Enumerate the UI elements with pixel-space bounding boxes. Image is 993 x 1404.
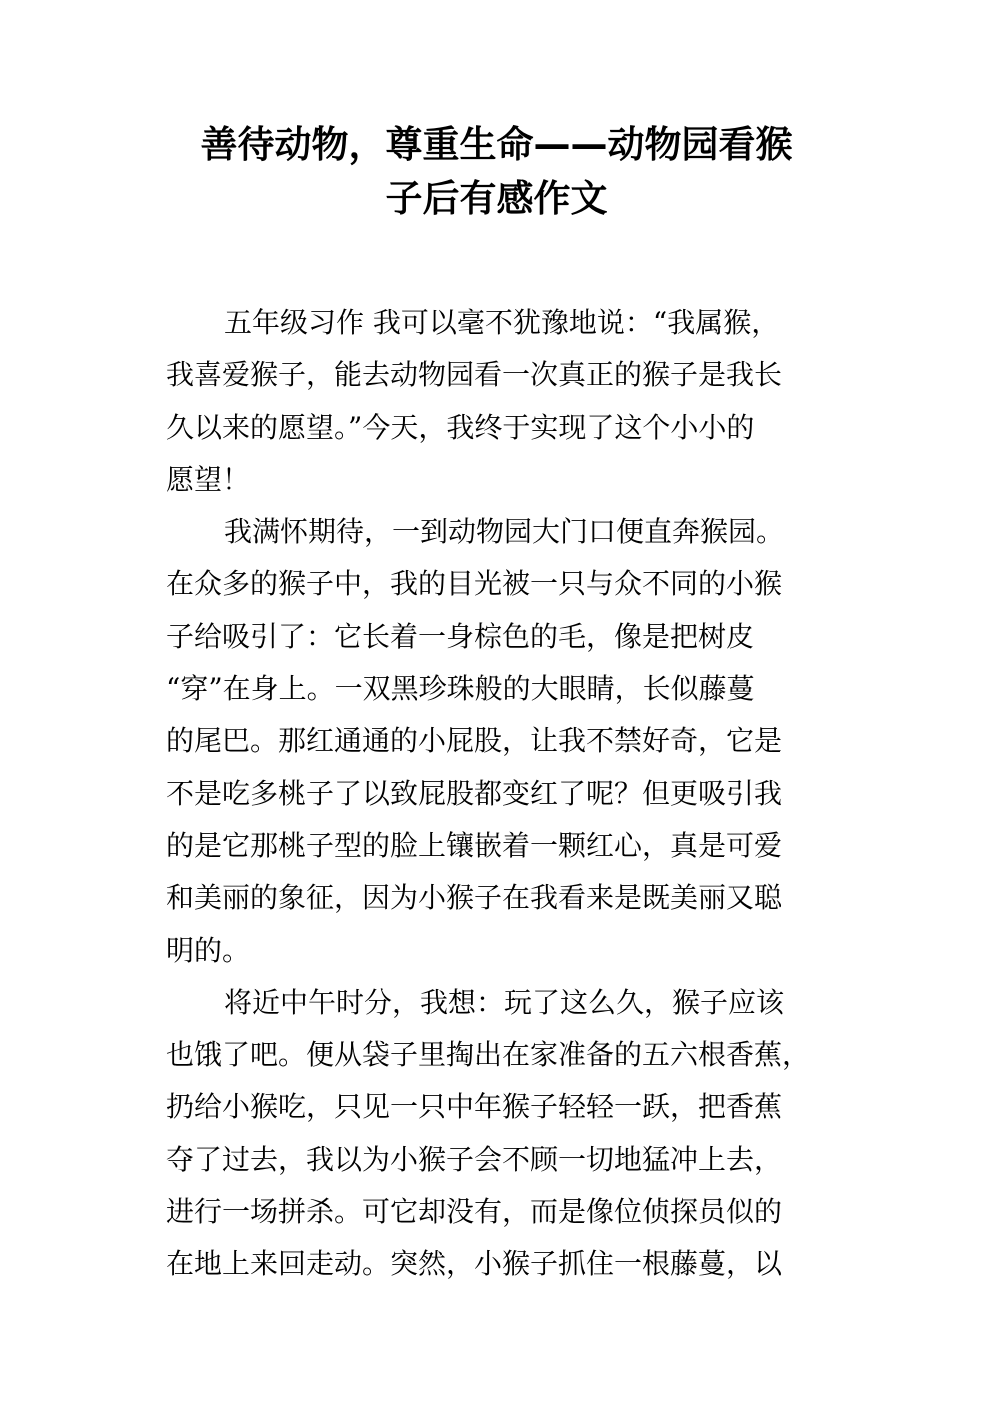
title-line-1: 善待动物，尊重生命——动物园看猴 — [200, 123, 793, 166]
paragraph-line: 我满怀期待，一到动物园大门口便直奔猴园。 — [224, 515, 785, 549]
paragraph-line: 在地上来回走动。突然，小猴子抓住一根藤蔓，以 — [166, 1247, 783, 1281]
paragraph-3 — [166, 977, 846, 1291]
title-line-2: 子后有感作文 — [385, 177, 608, 220]
paragraph-line: 将近中午时分，我想：玩了这么久，猴子应该 — [224, 985, 785, 1019]
document-title — [150, 118, 843, 226]
paragraph-line: 子给吸引了：它长着一身棕色的毛，像是把树皮 — [166, 619, 755, 653]
paragraph-line: 也饿了吧。便从袋子里掏出在家准备的五六根香蕉， — [166, 1038, 811, 1072]
paragraph-line: 明的。 — [166, 933, 251, 967]
paragraph-line: 和美丽的象征，因为小猴子在我看来是既美丽又聪 — [166, 881, 783, 915]
paragraph-line: 夺了过去，我以为小猴子会不顾一切地猛冲上去， — [166, 1142, 783, 1176]
paragraph-line: 愿望！ — [166, 462, 251, 496]
paragraph-line: 久以来的愿望。”今天，我终于实现了这个小小的 — [166, 410, 755, 444]
paragraph-line: 进行一场拼杀。可它却没有，而是像位侦探员似的 — [166, 1195, 783, 1229]
paragraph-line: 扔给小猴吃，只见一只中年猴子轻轻一跃，把香蕉 — [166, 1090, 783, 1124]
paragraph-line: 在众多的猴子中，我的目光被一只与众不同的小猴 — [166, 567, 783, 601]
document-body — [166, 297, 846, 1291]
paragraph-line: 的尾巴。那红通通的小屁股，让我不禁好奇，它是 — [166, 724, 783, 758]
paragraph-line: “穿”在身上。一双黑珍珠般的大眼睛，长似藤蔓 — [166, 672, 755, 706]
paragraph-line: 我喜爱猴子，能去动物园看一次真正的猴子是我长 — [166, 358, 783, 392]
paragraph-line: 的是它那桃子型的脸上镶嵌着一颗红心，真是可爱 — [166, 828, 783, 862]
paragraph-1 — [166, 297, 846, 506]
paragraph-2 — [166, 506, 846, 977]
paragraph-line: 不是吃多桃子了以致屁股都变红了呢？但更吸引我 — [166, 776, 783, 810]
paragraph-line: 五年级习作 我可以毫不犹豫地说：“我属猴， — [224, 306, 780, 339]
